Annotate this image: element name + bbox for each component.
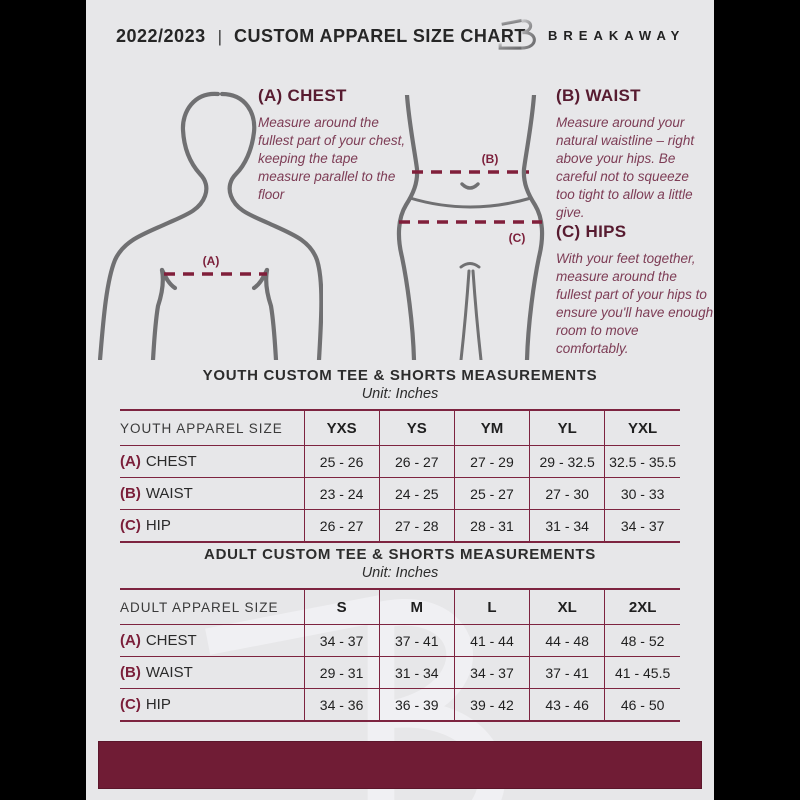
size-column-header: YS (379, 410, 454, 446)
adult-chest-row (120, 625, 680, 657)
row-label-cell (120, 689, 304, 722)
breakaway-logo-icon (494, 12, 540, 58)
row-marker: (A) (120, 453, 141, 470)
measurement-cell: 27 - 29 (454, 446, 529, 478)
size-column-header: S (304, 589, 379, 625)
hips-heading: (C) HIPS (556, 222, 627, 241)
page-header (116, 26, 526, 47)
chest-heading: (A) CHEST (258, 86, 347, 105)
size-column-header: YL (530, 410, 605, 446)
measurement-cell: 28 - 31 (454, 510, 529, 543)
row-marker: (B) (120, 664, 141, 681)
footer-accent-bar (98, 741, 702, 789)
measurement-cell: 37 - 41 (530, 657, 605, 689)
waist-marker-label: (B) (481, 152, 499, 166)
measurement-cell: 27 - 30 (530, 478, 605, 510)
measurement-cell: 30 - 33 (605, 478, 680, 510)
measurement-cell: 34 - 37 (454, 657, 529, 689)
chest-instruction (258, 86, 410, 204)
row-marker: (A) (120, 632, 141, 649)
measurement-cell: 29 - 32.5 (530, 446, 605, 478)
measurement-cell: 39 - 42 (454, 689, 529, 722)
measurement-cell: 25 - 27 (454, 478, 529, 510)
measurement-cell: 23 - 24 (304, 478, 379, 510)
season-label: 2022/2023 (116, 26, 206, 46)
youth-hip-row (120, 510, 680, 543)
youth-waist-row (120, 478, 680, 510)
size-column-header: YXS (304, 410, 379, 446)
measurement-cell: 25 - 26 (304, 446, 379, 478)
chest-marker-label: (A) (202, 254, 220, 268)
row-label: WAIST (145, 664, 193, 681)
row-label: WAIST (145, 485, 193, 502)
measurement-cell: 48 - 52 (605, 625, 680, 657)
size-column-header: 2XL (605, 589, 680, 625)
youth-apparel-size-header: YOUTH APPAREL SIZE (120, 410, 304, 446)
measurement-cell: 44 - 48 (530, 625, 605, 657)
measurement-cell: 26 - 27 (379, 446, 454, 478)
measurement-cell: 41 - 45.5 (605, 657, 680, 689)
row-label-cell (120, 657, 304, 689)
measurement-cell: 46 - 50 (605, 689, 680, 722)
hip-marker-label: (C) (508, 231, 526, 245)
youth-unit-label: Unit: Inches (361, 386, 439, 402)
waist-heading: (B) WAIST (556, 86, 641, 105)
adult-size-table (120, 588, 680, 722)
measurement-cell: 34 - 37 (304, 625, 379, 657)
measurement-cell: 41 - 44 (454, 625, 529, 657)
measurement-cell: 34 - 36 (304, 689, 379, 722)
lower-body-diagram (393, 95, 548, 360)
adult-hip-row (120, 689, 680, 722)
measurement-cell: 32.5 - 35.5 (605, 446, 680, 478)
hips-instruction (556, 222, 714, 358)
measurement-cell: 43 - 46 (530, 689, 605, 722)
row-label: CHEST (145, 632, 197, 649)
waist-body-text: Measure around your natural waistline – right above your hips. Be careful not to squeeze too tight to allow a little give. (556, 115, 695, 221)
header-divider: | (217, 26, 223, 46)
adult-waist-row (120, 657, 680, 689)
row-label: CHEST (145, 453, 197, 470)
measurement-cell: 26 - 27 (304, 510, 379, 543)
size-column-header: YM (454, 410, 529, 446)
row-label-cell (120, 446, 304, 478)
size-column-header: L (454, 589, 529, 625)
row-label: HIP (145, 517, 171, 534)
brand-name: BREAKAWAY (548, 27, 686, 43)
size-column-header: XL (530, 589, 605, 625)
row-label-cell (120, 625, 304, 657)
row-marker: (C) (120, 517, 141, 534)
adult-section-title: ADULT CUSTOM TEE & SHORTS MEASUREMENTS (204, 546, 596, 563)
youth-section-title: YOUTH CUSTOM TEE & SHORTS MEASUREMENTS (202, 367, 598, 384)
measurement-cell: 24 - 25 (379, 478, 454, 510)
measurement-cell: 36 - 39 (379, 689, 454, 722)
size-chart-page (86, 0, 714, 800)
page-title: CUSTOM APPAREL SIZE CHART (234, 26, 526, 46)
size-column-header: M (379, 589, 454, 625)
row-label-cell (120, 510, 304, 543)
row-label: HIP (145, 696, 171, 713)
youth-chest-row (120, 446, 680, 478)
measurement-cell: 34 - 37 (605, 510, 680, 543)
youth-size-table (120, 409, 680, 543)
measurement-cell: 31 - 34 (379, 657, 454, 689)
row-marker: (C) (120, 696, 141, 713)
chest-body-text: Measure around the fullest part of your chest, keeping the tape measure parallel to the floor (258, 115, 406, 203)
hips-body-text: With your feet together, measure around the fullest part of your hips to ensure you'll have enough room to move comfortably. (556, 251, 714, 357)
row-label-cell (120, 478, 304, 510)
measurement-cell: 29 - 31 (304, 657, 379, 689)
measurement-cell: 31 - 34 (530, 510, 605, 543)
adult-unit-label: Unit: Inches (361, 565, 439, 581)
adult-header-row (120, 589, 680, 625)
adult-apparel-size-header: ADULT APPAREL SIZE (120, 589, 304, 625)
youth-header-row (120, 410, 680, 446)
waist-instruction (556, 86, 706, 222)
size-column-header: YXL (605, 410, 680, 446)
measurement-cell: 27 - 28 (379, 510, 454, 543)
row-marker: (B) (120, 485, 141, 502)
measurement-cell: 37 - 41 (379, 625, 454, 657)
brand-block (494, 12, 685, 58)
